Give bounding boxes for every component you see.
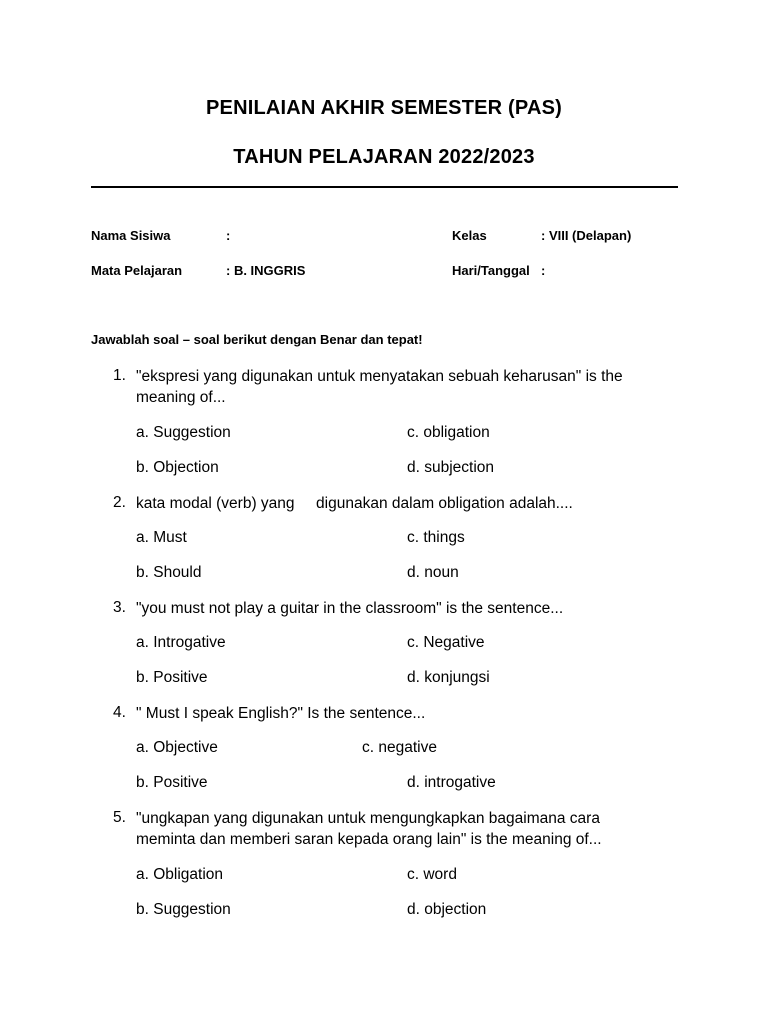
kelas-value: : VIII (Delapan) (541, 228, 632, 243)
question-3-option-a: a. Introgative (136, 634, 226, 651)
question-1-number: 1. (113, 367, 126, 384)
question-5-option-c: c. word (407, 866, 457, 883)
question-3-option-c: c. Negative (407, 634, 485, 651)
question-5-number: 5. (113, 809, 126, 826)
question-4-number: 4. (113, 704, 126, 721)
question-5-text (136, 808, 602, 850)
question-4-text: " Must I speak English?" Is the sentence... (136, 705, 426, 722)
question-4-option-a: a. Objective (136, 739, 218, 756)
question-2-number: 2. (113, 494, 126, 511)
question-1-option-d: d. subjection (407, 459, 495, 476)
kelas-label: Kelas (452, 228, 487, 243)
question-2-option-b: b. Should (136, 564, 202, 581)
question-3-text: "you must not play a guitar in the classroom" is the sentence... (136, 600, 564, 617)
mapel-label: Mata Pelajaran (91, 263, 183, 278)
question-1-option-b: b. Objection (136, 459, 219, 476)
hari-value: : (541, 263, 546, 278)
question-1-text (136, 366, 623, 408)
nama-value: : (226, 228, 231, 243)
page-subtitle: TAHUN PELAJARAN 2022/2023 (233, 146, 535, 168)
mapel-value: : B. INGGRIS (226, 263, 306, 278)
question-1-line-1: "ekspresi yang digunakan untuk menyatakan sebuah keharusan" is the (136, 368, 623, 385)
question-3-number: 3. (113, 599, 126, 616)
hari-label: Hari/Tanggal (452, 263, 530, 278)
question-4-option-b: b. Positive (136, 774, 208, 791)
question-5-option-b: b. Suggestion (136, 901, 231, 918)
title-divider (91, 186, 678, 188)
question-2-option-c: c. things (407, 529, 465, 546)
question-4-option-c: c. negative (362, 739, 437, 756)
question-5-line-1: "ungkapan yang digunakan untuk mengungkapkan bagaimana cara (136, 810, 600, 827)
question-1-option-c: c. obligation (407, 424, 490, 441)
question-2-text: kata modal (verb) yang digunakan dalam obligation adalah.... (136, 495, 573, 512)
question-2-option-d: d. noun (407, 564, 459, 581)
question-5-option-d: d. objection (407, 901, 487, 918)
question-1-option-a: a. Suggestion (136, 424, 231, 441)
question-2-option-a: a. Must (136, 529, 187, 546)
question-4-option-d: d. introgative (407, 774, 496, 791)
question-1-line-2: meaning of... (136, 389, 226, 406)
page-title: PENILAIAN AKHIR SEMESTER (PAS) (205, 97, 563, 119)
instruction: Jawablah soal – soal berikut dengan Benar dan tepat! (91, 332, 423, 347)
question-3-option-b: b. Positive (136, 669, 208, 686)
question-5-line-2: meminta dan memberi saran kepada orang lain" is the meaning of... (136, 831, 602, 848)
question-3-option-d: d. konjungsi (407, 669, 490, 686)
nama-label: Nama Sisiwa (91, 228, 171, 243)
question-5-option-a: a. Obligation (136, 866, 224, 883)
